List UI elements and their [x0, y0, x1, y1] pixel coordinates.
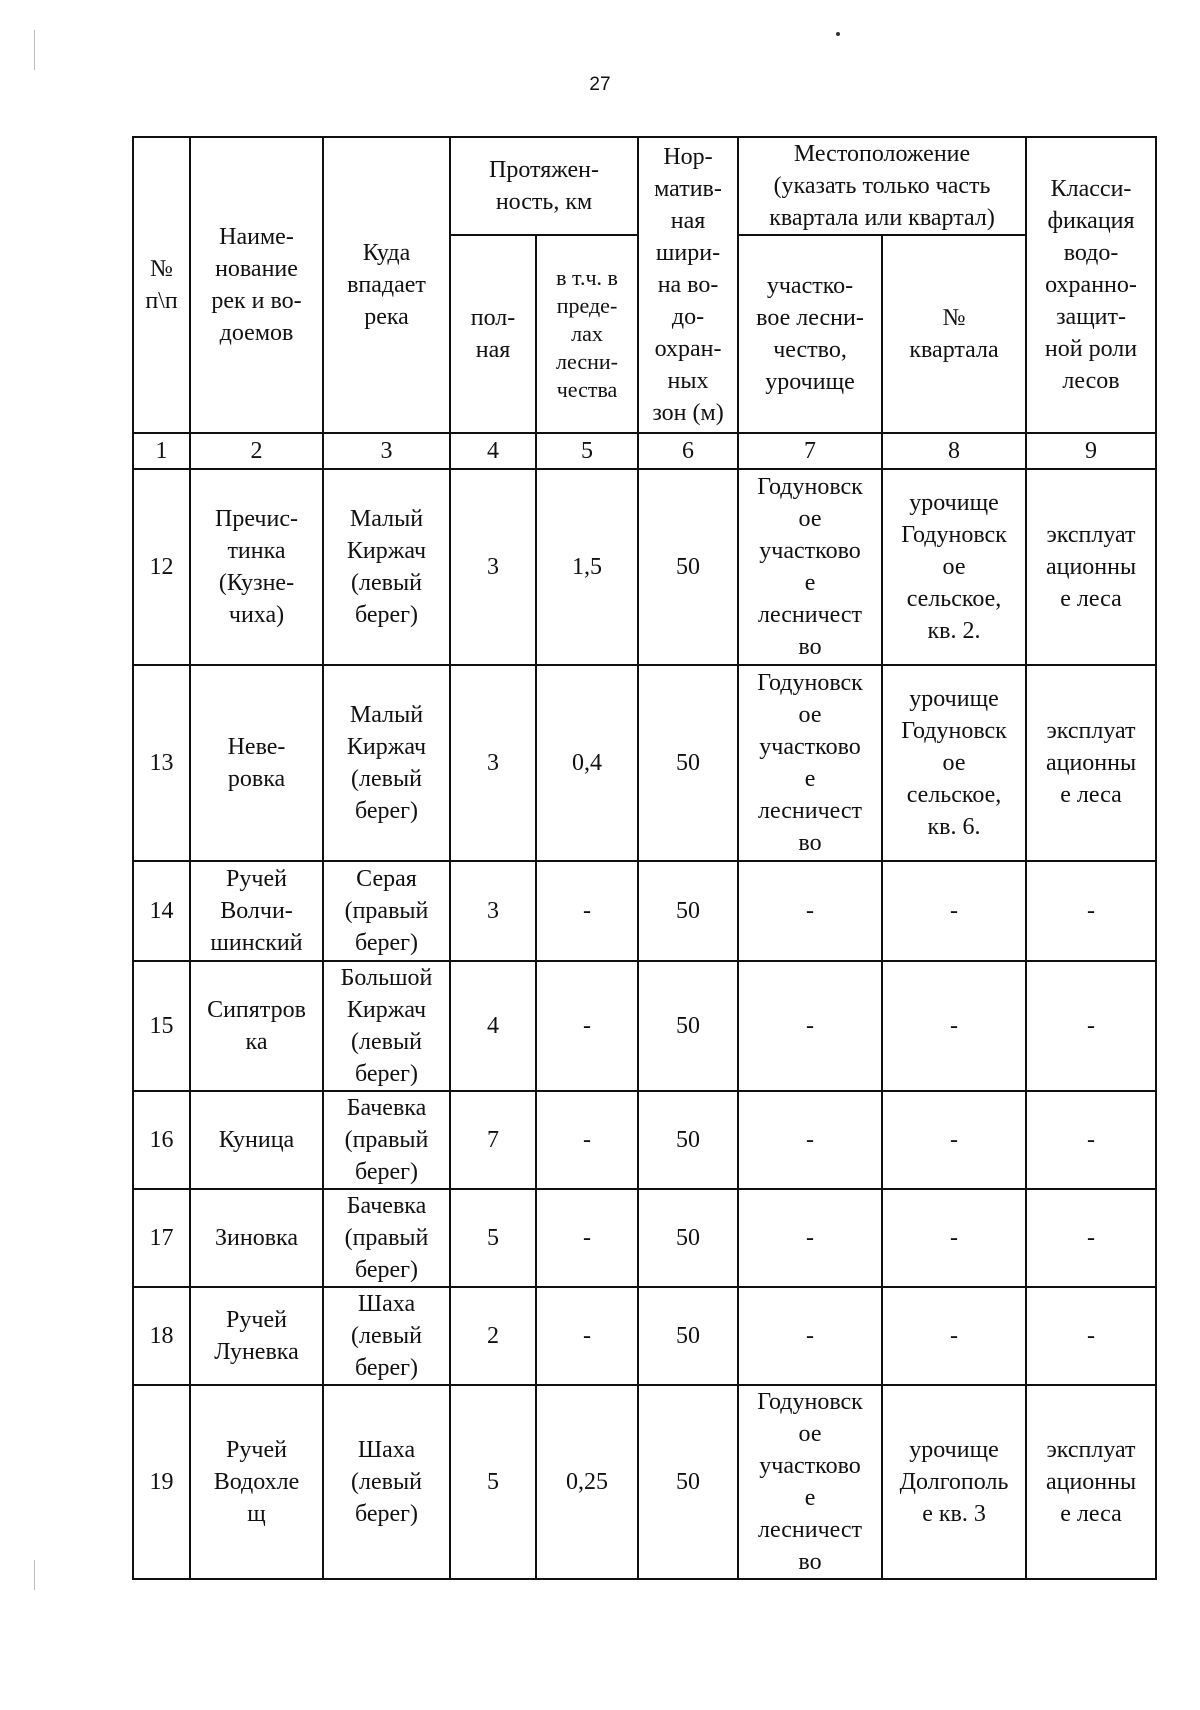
cell-full: 4	[450, 961, 536, 1091]
header-length-full-text: пол- ная	[470, 305, 516, 363]
cell-inflow-text: Бачевка (правый берег)	[344, 1193, 429, 1283]
table-row	[133, 1287, 1156, 1385]
header-row-top	[133, 137, 1156, 235]
cell-name	[190, 1091, 323, 1189]
table-row	[133, 1091, 1156, 1189]
header-width-text: Нор- матив- ная шири- на во- до- охран- ных зон (м)	[652, 144, 724, 426]
cell-quarter	[882, 469, 1026, 665]
cell-num: 18	[133, 1287, 190, 1385]
header-location-forestry	[738, 235, 882, 433]
header-classification	[1026, 137, 1156, 433]
column-number: 6	[638, 433, 738, 469]
cell-quarter: -	[882, 1287, 1026, 1385]
cell-width: 50	[638, 1189, 738, 1287]
cell-name-text: Ручей Луневка	[214, 1307, 299, 1365]
cell-quarter	[882, 665, 1026, 861]
cell-forestry	[738, 665, 882, 861]
cell-forestry	[738, 1385, 882, 1579]
cell-name-text: Ручей Водохле щ	[213, 1437, 300, 1527]
cell-width: 50	[638, 861, 738, 961]
cell-inflow	[323, 861, 450, 961]
cell-name	[190, 1287, 323, 1385]
cell-classification: -	[1026, 861, 1156, 961]
cell-inflow-text: Бачевка (правый берег)	[344, 1095, 429, 1185]
cell-full: 3	[450, 861, 536, 961]
cell-forestry: -	[738, 1189, 882, 1287]
header-inflow	[323, 137, 450, 433]
cell-classification	[1026, 1385, 1156, 1579]
cell-classification: -	[1026, 1189, 1156, 1287]
cell-full: 5	[450, 1189, 536, 1287]
cell-within: 0,25	[536, 1385, 638, 1579]
cell-inflow	[323, 469, 450, 665]
cell-inflow	[323, 961, 450, 1091]
scan-margin-mark	[34, 1560, 35, 1590]
cell-classification: -	[1026, 961, 1156, 1091]
cell-num: 13	[133, 665, 190, 861]
cell-num: 15	[133, 961, 190, 1091]
cell-full: 2	[450, 1287, 536, 1385]
header-location-quarter-text: № квартала	[909, 305, 999, 363]
column-number: 5	[536, 433, 638, 469]
cell-within: -	[536, 961, 638, 1091]
cell-within: -	[536, 1189, 638, 1287]
header-length-within	[536, 235, 638, 433]
cell-width: 50	[638, 665, 738, 861]
cell-quarter: -	[882, 961, 1026, 1091]
header-location-quarter	[882, 235, 1026, 433]
cell-quarter	[882, 1385, 1026, 1579]
cell-classification	[1026, 665, 1156, 861]
cell-width: 50	[638, 1385, 738, 1579]
cell-quarter-text: урочище Годуновск ое сельское, кв. 2.	[901, 490, 1007, 644]
cell-width: 50	[638, 1091, 738, 1189]
cell-name-text: Пречис- тинка (Кузне- чиха)	[215, 506, 298, 628]
scan-speck	[836, 32, 840, 36]
header-num-text: № п\п	[145, 256, 178, 314]
cell-classification: -	[1026, 1287, 1156, 1385]
column-number: 7	[738, 433, 882, 469]
table-row	[133, 665, 1156, 861]
cell-name	[190, 1385, 323, 1579]
cell-quarter-text: урочище Долгополь е кв. 3	[899, 1437, 1009, 1527]
header-length-full	[450, 235, 536, 433]
cell-within: -	[536, 1287, 638, 1385]
cell-forestry: -	[738, 961, 882, 1091]
scan-margin-mark	[34, 30, 35, 70]
header-num	[133, 137, 190, 433]
cell-name-text: Зиновка	[215, 1225, 298, 1251]
header-inflow-text: Куда впадает река	[347, 240, 426, 330]
header-classification-text: Класси- фикация водо- охранно- защит- ной роли лесов	[1044, 176, 1138, 394]
cell-name-text: Куница	[218, 1127, 295, 1153]
cell-full: 3	[450, 469, 536, 665]
cell-quarter: -	[882, 861, 1026, 961]
column-number: 4	[450, 433, 536, 469]
cell-full: 3	[450, 665, 536, 861]
cell-inflow-text: Шаха (левый берег)	[351, 1437, 422, 1527]
table-row	[133, 961, 1156, 1091]
cell-classification-text: эксплуат ационны е леса	[1045, 522, 1137, 612]
header-location-text: Местоположение (указать только часть квартала или квартал)	[769, 141, 995, 231]
page-number: 27	[589, 74, 611, 95]
header-name-text: Наиме- нование рек и во- доемов	[211, 224, 302, 346]
cell-classification-text: эксплуат ационны е леса	[1045, 718, 1137, 808]
column-number: 1	[133, 433, 190, 469]
cell-inflow	[323, 1287, 450, 1385]
cell-name	[190, 961, 323, 1091]
cell-name-text: Неве- ровка	[227, 734, 286, 792]
cell-name-text: Сипятров ка	[207, 997, 306, 1055]
cell-inflow-text: Малый Киржач (левый берег)	[346, 702, 427, 824]
cell-name-text: Ручей Волчи- шинский	[210, 866, 303, 956]
cell-inflow	[323, 665, 450, 861]
table-row	[133, 1189, 1156, 1287]
header-length-text: Протяжен- ность, км	[489, 157, 599, 215]
cell-classification: -	[1026, 1091, 1156, 1189]
cell-inflow-text: Шаха (левый берег)	[351, 1291, 422, 1381]
cell-num: 16	[133, 1091, 190, 1189]
header-length	[450, 137, 638, 235]
cell-name	[190, 665, 323, 861]
cell-width: 50	[638, 1287, 738, 1385]
column-number: 9	[1026, 433, 1156, 469]
cell-forestry: -	[738, 1091, 882, 1189]
cell-inflow-text: Малый Киржач (левый берег)	[346, 506, 427, 628]
cell-forestry-text: Годуновск ое участково е лесничест во	[757, 670, 863, 856]
cell-name	[190, 861, 323, 961]
cell-name	[190, 1189, 323, 1287]
header-width	[638, 137, 738, 433]
cell-within: 0,4	[536, 665, 638, 861]
cell-quarter-text: урочище Годуновск ое сельское, кв. 6.	[901, 686, 1007, 840]
cell-inflow	[323, 1091, 450, 1189]
cell-forestry: -	[738, 1287, 882, 1385]
cell-within: 1,5	[536, 469, 638, 665]
cell-classification	[1026, 469, 1156, 665]
cell-name	[190, 469, 323, 665]
cell-width: 50	[638, 469, 738, 665]
cell-full: 5	[450, 1385, 536, 1579]
table-row	[133, 861, 1156, 961]
cell-inflow	[323, 1189, 450, 1287]
cell-forestry-text: Годуновск ое участково е лесничест во	[757, 474, 863, 660]
cell-within: -	[536, 1091, 638, 1189]
column-number: 8	[882, 433, 1026, 469]
cell-inflow	[323, 1385, 450, 1579]
header-length-within-text: в т.ч. в преде- лах лесни- чества	[556, 265, 618, 402]
column-numbers-row	[133, 433, 1156, 469]
cell-forestry: -	[738, 861, 882, 961]
column-number: 2	[190, 433, 323, 469]
cell-inflow-text: Большой Киржач (левый берег)	[340, 965, 433, 1087]
cell-width: 50	[638, 961, 738, 1091]
cell-forestry	[738, 469, 882, 665]
table-row	[133, 469, 1156, 665]
cell-full: 7	[450, 1091, 536, 1189]
water-bodies-table	[132, 136, 1157, 1580]
cell-inflow-text: Серая (правый берег)	[344, 866, 429, 956]
cell-num: 12	[133, 469, 190, 665]
cell-quarter: -	[882, 1189, 1026, 1287]
header-name	[190, 137, 323, 433]
cell-forestry-text: Годуновск ое участково е лесничест во	[757, 1389, 863, 1575]
cell-classification-text: эксплуат ационны е леса	[1045, 1437, 1137, 1527]
cell-within: -	[536, 861, 638, 961]
cell-num: 19	[133, 1385, 190, 1579]
cell-num: 17	[133, 1189, 190, 1287]
table-row	[133, 1385, 1156, 1579]
cell-num: 14	[133, 861, 190, 961]
header-location	[738, 137, 1026, 235]
column-number: 3	[323, 433, 450, 469]
cell-quarter: -	[882, 1091, 1026, 1189]
header-location-forestry-text: участко- вое лесни- чество, урочище	[756, 273, 864, 395]
